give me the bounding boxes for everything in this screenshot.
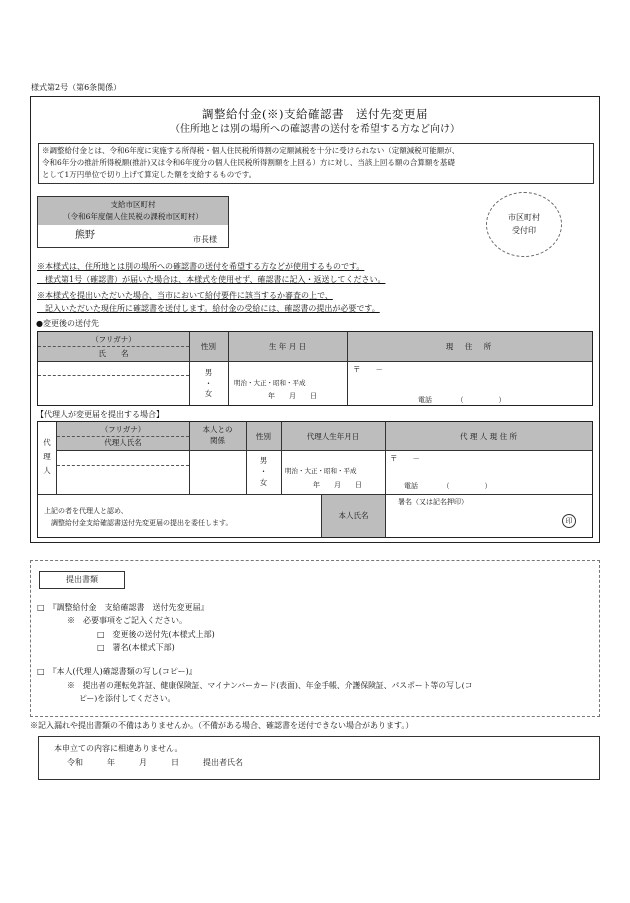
notice-line-1: ※本様式は、住所地とは別の場所への確認書の送付を希望する方などが使用するものです。 <box>37 262 365 271</box>
agent-phone-field[interactable]: 電話 （ ） <box>404 482 492 490</box>
doc-item-2[interactable]: □ 『本人(代理人)確認書類の写し(コピー)』 <box>37 667 197 676</box>
gender-label: 性別 <box>201 342 216 351</box>
gender-male[interactable]: 男 <box>204 368 213 377</box>
section2-heading: 【代理人が変更届を提出する場合】 <box>36 410 164 419</box>
name-label: 氏 名 <box>98 349 129 358</box>
relation-label-1: 本人との <box>202 425 233 434</box>
doc-item-2-note-2: ピー)を添付してください。 <box>79 694 176 703</box>
definition-note-line-2: 令和6年分の推計所得税額(推計)又は令和6年度分の個人住民税所得割額を上回る）方に対し、当該上回る額の合算額を基礎 <box>42 158 455 167</box>
agent-side-label-2: 理 <box>43 452 51 461</box>
city-honorific: 市長様 <box>193 235 217 244</box>
documents-heading: 提出書類 <box>66 575 98 584</box>
relation-input[interactable] <box>190 451 246 494</box>
signature-label: 署名（又は記名押印） <box>398 498 468 506</box>
gender-dot: ・ <box>204 379 213 388</box>
relation-label-2: 関係 <box>210 436 225 445</box>
notice-line-4: 記入いただいた現住所に確認書を送付します。給付金の受給には、確認書の提出が必要です。 <box>37 304 380 313</box>
definition-note-line-1: ※調整給付金とは、令和6年度に実施する所得税・個人住民税所得割の定額減税を十分に受けられない（定額減税可能額が、 <box>42 146 460 155</box>
section1-heading: ●変更後の送付先 <box>36 319 99 328</box>
doc-item-1[interactable]: □ 『調整給付金 支給確認書 送付先変更届』 <box>37 603 209 612</box>
signature-field[interactable] <box>386 495 592 537</box>
seal-mark: 印 <box>562 514 576 528</box>
declaration-line-1: 本申立ての内容に相違ありません。 <box>54 744 183 753</box>
gender-female[interactable]: 女 <box>204 389 213 398</box>
furigana-label: （フリガナ） <box>91 335 136 344</box>
agent-furigana-label: （フリガナ） <box>100 425 146 434</box>
postal-code[interactable]: 〒 － <box>353 365 383 374</box>
agent-era-options[interactable]: 明治・大正・昭和・平成 <box>285 467 357 475</box>
definition-note-line-3: として1万円単位で切り上げて算定した額を支給するものです。 <box>42 170 257 179</box>
principal-name-label: 本人氏名 <box>338 511 369 520</box>
era-options[interactable]: 明治・大正・昭和・平成 <box>234 379 306 387</box>
furigana-input[interactable] <box>38 362 189 375</box>
delegation-text-2: 調整給付金支給確認書送付先変更届の提出を委任します。 <box>44 519 233 527</box>
birthdate-label: 生 年 月 日 <box>268 342 307 351</box>
declaration-line-2[interactable]: 令和 年 月 日 提出者氏名 <box>67 758 243 767</box>
doc-item-1-note: ※ 必要事項をご記入ください。 <box>67 616 187 625</box>
agent-gender-dot: ・ <box>259 467 268 476</box>
agent-birthdate-label: 代理人生年月日 <box>306 432 360 441</box>
form-number: 様式第2号（第6条関係） <box>31 83 122 92</box>
agent-name-input[interactable] <box>57 466 189 494</box>
notice-line-2: 様式第1号（確認書）が届いた場合は、本様式を使用せず、確認書に記入・返送してください。 <box>37 275 386 284</box>
doc-item-1-sub-2[interactable]: □ 署名(本様式下部) <box>97 643 175 652</box>
address-label: 現 住 所 <box>445 342 494 351</box>
form-title: 調整給付金(※)支給確認書 送付先変更届 <box>202 107 428 121</box>
reception-stamp-area <box>486 192 562 257</box>
phone-field[interactable]: 電話 （ ） <box>418 396 506 404</box>
delegation-text-1: 上記の者を代理人と認め、 <box>44 507 128 515</box>
agent-side-label-3: 人 <box>43 466 51 475</box>
birthdate-ymd[interactable]: 年 月 日 <box>268 392 317 400</box>
form-subtitle: （住所地とは別の場所への確認書の送付を希望する方など向け） <box>170 124 460 135</box>
agent-name-label: 代理人氏名 <box>104 438 142 447</box>
agent-gender-female[interactable]: 女 <box>259 478 268 487</box>
stamp-label-1: 市区町村 <box>508 213 540 222</box>
agent-address-label: 代 理 人 現 住 所 <box>460 432 517 441</box>
city-label-sub: （令和6年度個人住民税の課税市区町村） <box>63 212 203 221</box>
agent-side-label-1: 代 <box>43 438 51 447</box>
doc-item-2-note-1: ※ 提出者の運転免許証、健康保険証、マイナンバーカード(表面)、年金手帳、介護保険証、パスポート等の写し(コ <box>67 681 473 690</box>
agent-gender-male[interactable]: 男 <box>259 456 268 465</box>
agent-gender-label: 性別 <box>256 432 271 441</box>
agent-furigana-input[interactable] <box>57 451 189 465</box>
bottom-note: ※記入漏れや提出書類の不備はありませんか。（不備がある場合、確認書を送付できない場合があります。） <box>30 721 414 730</box>
agent-postal-code[interactable]: 〒 － <box>390 454 420 463</box>
notice-line-3: ※本様式を提出いただいた場合、当市において給付要件に該当するか審査の上で、 <box>37 291 333 300</box>
agent-birthdate-ymd[interactable]: 年 月 日 <box>313 481 362 489</box>
name-input[interactable] <box>38 376 189 405</box>
city-label: 支給市区町村 <box>110 200 156 209</box>
stamp-label-2: 受付印 <box>512 226 536 235</box>
doc-item-1-sub-1[interactable]: □ 変更後の送付先(本様式上部) <box>97 630 215 639</box>
city-name: 熊野 <box>75 230 95 241</box>
